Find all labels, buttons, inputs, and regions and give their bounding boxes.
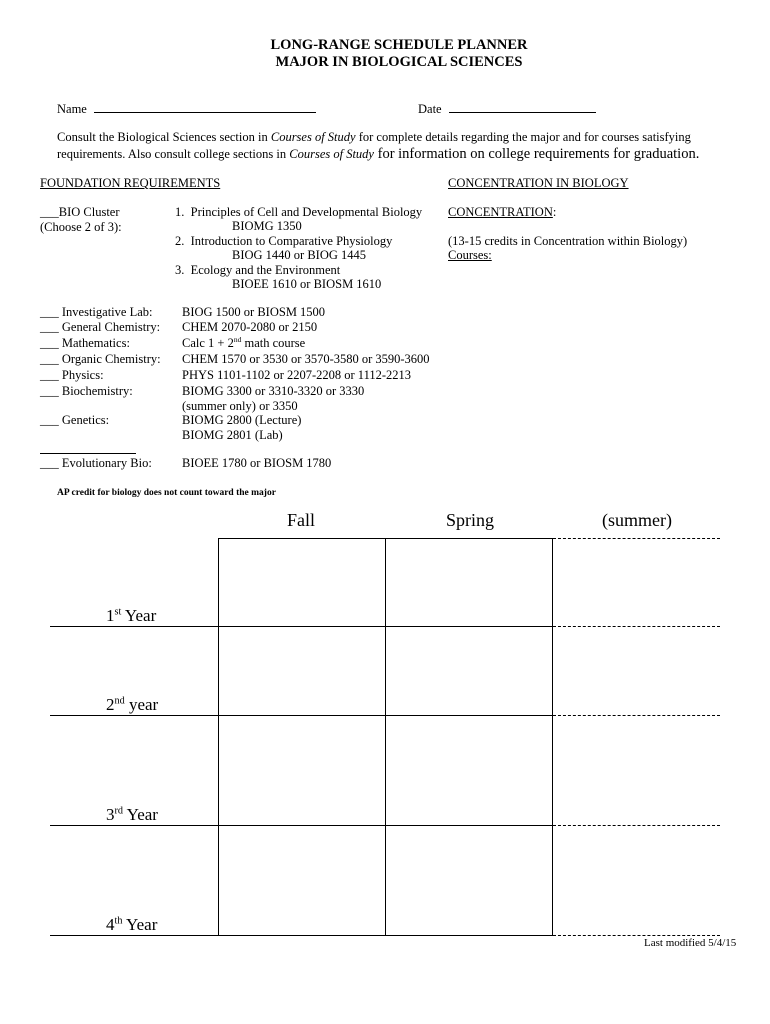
concentration-label-text: CONCENTRATION [448,205,553,219]
req-value-genetics-2: BIOMG 2801 (Lab) [182,428,283,442]
intro-text: for complete details regarding the major and for courses satisfying [355,130,691,144]
math-text: Calc 1 + 2 [182,336,234,350]
year-num: 4 [106,915,115,934]
year-label-2 [106,695,158,715]
math-sup: nd [233,334,242,344]
cell-year2-summer[interactable] [553,627,720,714]
intro-text: for information on college requirements for graduation. [373,146,700,162]
cluster-course-1: BIOMG 1350 [232,219,302,233]
bio-cluster-label: ___BIO Cluster [40,205,120,219]
courses-label: Courses: [448,248,492,262]
cell-year3-fall[interactable] [219,716,384,824]
req-label-investigative-lab: ___ Investigative Lab: [40,305,153,319]
req-label-organic-chemistry: ___ Organic Chemistry: [40,352,161,366]
credits-note: (13-15 credits in Concentration within Biology) [448,234,688,248]
intro-text: requirements. Also consult college sections in [57,147,290,161]
page-title: LONG-RANGE SCHEDULE PLANNER [270,37,528,53]
req-value-genetics: BIOMG 2800 (Lecture) [182,413,302,427]
concentration-label [448,205,556,220]
cell-year4-spring[interactable] [386,826,551,934]
year-word: year [124,695,159,714]
divider [40,453,136,454]
req-label-biochemistry: ___ Biochemistry: [40,384,133,398]
req-value-biochemistry: BIOMG 3300 or 3310-3320 or 3330 [182,384,365,398]
intro-italic: Courses of Study [289,147,374,161]
cluster-num: 1. [175,205,185,219]
ap-note: AP credit for biology does not count toward the major [57,488,276,498]
req-value-mathematics [182,336,305,351]
year-label-1 [106,606,156,626]
cell-year2-spring[interactable] [386,627,551,714]
year-label-3 [106,805,158,825]
req-label-general-chemistry: ___ General Chemistry: [40,320,161,334]
cell-year4-fall[interactable] [219,826,384,934]
year-sup: rd [114,805,123,817]
cluster-course-2: BIOG 1440 or BIOG 1445 [232,248,367,262]
req-value-evolutionary-bio: BIOEE 1780 or BIOSM 1780 [182,456,332,470]
math-text: math course [241,336,306,350]
date-blank[interactable] [449,112,596,113]
req-value-general-chemistry: CHEM 2070-2080 or 2150 [182,320,318,334]
cell-year3-summer[interactable] [553,716,720,824]
cell-year2-fall[interactable] [219,627,384,714]
cluster-item-1 [175,205,422,220]
page-subtitle: MAJOR IN BIOLOGICAL SCIENCES [275,54,523,70]
year-sup: th [114,915,123,927]
req-label-genetics: ___ Genetics: [40,413,110,427]
cell-year1-summer[interactable] [553,539,720,625]
intro-text: Consult the Biological Sciences section in [57,130,271,144]
name-label: Name [57,102,87,116]
year-4-dash [553,935,720,936]
year-num: 1 [106,606,115,625]
last-modified: Last modified 5/4/15 [644,937,737,949]
cell-year3-spring[interactable] [386,716,551,824]
column-header-summer: (summer) [602,510,672,530]
cell-year1-spring[interactable] [386,539,551,625]
intro-line-1 [57,130,691,145]
cluster-name: Ecology and the Environment [190,263,341,277]
cluster-item-3 [175,263,340,278]
req-label-evolutionary-bio: ___ Evolutionary Bio: [40,456,152,470]
cluster-item-2 [175,234,392,249]
cluster-name: Principles of Cell and Developmental Biology [190,205,423,219]
name-blank[interactable] [94,112,316,113]
year-num: 2 [106,695,115,714]
date-field[interactable] [418,102,596,117]
date-label: Date [418,102,442,116]
year-word: Year [123,805,158,824]
cluster-name: Introduction to Comparative Physiology [190,234,393,248]
cluster-num: 3. [175,263,185,277]
cell-year1-fall[interactable] [219,539,384,625]
year-sup: st [114,606,122,618]
req-value-physics: PHYS 1101-1102 or 2207-2208 or 1112-2213 [182,368,412,382]
year-label-4 [106,915,157,935]
column-header-spring: Spring [446,510,495,530]
name-field[interactable] [57,102,316,117]
year-word: Year [121,606,157,625]
cluster-course-3: BIOEE 1610 or BIOSM 1610 [232,277,382,291]
cluster-num: 2. [175,234,185,248]
year-4-line [50,935,553,936]
year-num: 3 [106,805,115,824]
req-value-investigative-lab: BIOG 1500 or BIOSM 1500 [182,305,326,319]
req-label-mathematics: ___ Mathematics: [40,336,130,350]
concentration-heading: CONCENTRATION IN BIOLOGY [448,176,629,190]
concentration-colon: : [552,205,557,219]
intro-italic: Courses of Study [270,130,356,144]
cell-year4-summer[interactable] [553,826,720,934]
intro-line-2 [57,146,699,163]
column-header-fall: Fall [287,510,316,530]
req-value-organic-chemistry: CHEM 1570 or 3530 or 3570-3580 or 3590-3600 [182,352,430,366]
year-sup: nd [114,695,125,707]
foundation-heading: FOUNDATION REQUIREMENTS [40,176,221,190]
req-value-biochemistry-2: (summer only) or 3350 [182,399,298,413]
bio-cluster-note: (Choose 2 of 3): [40,220,122,234]
req-label-physics: ___ Physics: [40,368,104,382]
year-word: Year [122,915,158,934]
